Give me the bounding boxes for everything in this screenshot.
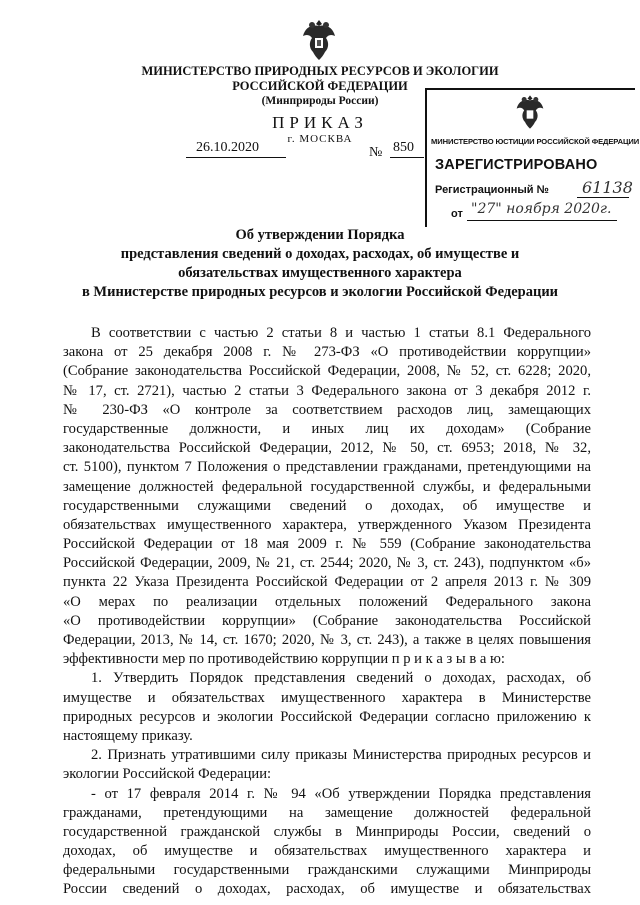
body-line: замещение должностей федеральной государственной службы, и федеральными <box>63 478 591 495</box>
document-body <box>63 324 591 900</box>
body-line: Федерации, 2013, № 14, ст. 1670; 2020, № 3, ст. 243), а также в целях повышения <box>63 632 591 648</box>
date-underline <box>186 157 286 158</box>
order-date: 26.10.2020 <box>196 140 259 155</box>
body-line: настоящему приказу. <box>63 727 193 744</box>
body-line: имуществе и обязательствах имущественного характера в Министерстве <box>63 689 591 706</box>
body-line: государственные должности, и иных лиц их доходам» (Собрание <box>63 420 591 437</box>
body-line: государственной гражданской службы в Минприроды России, сведений о <box>63 823 591 840</box>
stamp-status: ЗАРЕГИСТРИРОВАНО <box>435 157 598 173</box>
stamp-date-underline <box>467 220 617 221</box>
body-line: государственными служащими сведений о доходах, об имуществе и <box>63 497 591 514</box>
body-line: «О мерах по реализации отдельных положений Федерального закона <box>63 593 591 610</box>
body-line: Российской Федерации, 2009, № 21, ст. 2544; 2020, № 3, ст. 243), подпунктом «б» <box>63 555 591 572</box>
body-line: природных ресурсов и экологии Российской Федерации согласно приложению к <box>63 708 591 725</box>
ministry-name: МИНИСТЕРСТВО ПРИРОДНЫХ РЕСУРСОВ И ЭКОЛОГИИ <box>141 64 499 78</box>
body-line: В соответствии с частью 2 статьи 8 и частью 1 статьи 8.1 Федерального <box>91 325 591 341</box>
body-line: гражданами, претендующими на замещение должностей федеральной <box>63 804 591 821</box>
stamp-date-prefix: от <box>451 208 463 220</box>
body-line: «О противодействии коррупции» (Собрание законодательства Российской <box>63 612 591 629</box>
order-number: 850 <box>393 140 414 155</box>
coat-of-arms-icon <box>513 92 547 132</box>
title-line: Об утверждении Порядка <box>235 227 405 243</box>
stamp-reg-label: Регистрационный № <box>435 184 549 196</box>
body-line: законодательства Российской Федерации, 2012, № 50, ст. 6953; 2018, № 32, <box>63 440 591 457</box>
body-line: № 17, ст. 2721), частью 2 статьи 3 Федерального закона от 3 декабря 2012 г. <box>63 382 591 399</box>
title-line: в Министерстве природных ресурсов и экологии Российской Федерации <box>81 284 559 300</box>
body-line: 2. Признать утратившими силу приказы Министерства природных ресурсов и <box>91 747 591 764</box>
body-line: доходах, об имуществе и обязательствах имущественного характера и <box>63 843 591 860</box>
number-sign: № <box>369 145 383 160</box>
body-line: пункта 22 Указа Президента Российской Федерации от 2 апреля 2013 г. № 309 <box>63 574 591 591</box>
body-line: (Собрание законодательства Российской Федерации, 2008, № 52, ст. 6228; 2020, <box>63 363 591 380</box>
body-line: эффективности мер по противодействию коррупции п р и к а з ы в а ю: <box>63 651 505 668</box>
body-line: ст. 5100), пунктом 7 Положения о представлении гражданами, претендующими на <box>63 459 591 476</box>
body-line: 1. Утвердить Порядок представления сведений о доходах, расходах, об <box>91 670 591 687</box>
body-line: экологии Российской Федерации: <box>63 766 272 783</box>
body-line: № 230-ФЗ «О контроле за соответствием расходов лиц, замещающих <box>63 401 591 418</box>
number-underline <box>390 157 424 158</box>
body-line: России сведений о доходах, расходах, об имуществе и обязательствах <box>63 881 591 898</box>
city: г. МОСКВА <box>287 133 353 145</box>
ministry-short-name: (Минприроды России) <box>261 95 379 107</box>
body-line: обязательствах имущественного характера, утвержденного Указом Президента <box>63 516 591 533</box>
registration-stamp <box>425 88 640 227</box>
body-line: - от 17 февраля 2014 г. № 94 «Об утверждении Порядка представления <box>91 785 591 802</box>
body-line: закона от 25 декабря 2008 г. № 273-ФЗ «О противодействии коррупции» <box>63 344 591 361</box>
body-line: Российской Федерации от 18 мая 2009 г. № 559 (Собрание законодательства <box>63 536 591 553</box>
doc-type: ПРИКАЗ <box>272 113 368 132</box>
body-line: федеральными государственными гражданскими служащими Минприроды <box>63 862 591 879</box>
ministry-name-line2: РОССИЙСКОЙ ФЕДЕРАЦИИ <box>232 79 408 93</box>
coat-of-arms-icon <box>299 16 339 64</box>
stamp-reg-number: 61138 <box>582 178 633 197</box>
title-line: обязательствах имущественного характера <box>178 265 462 281</box>
stamp-reg-underline <box>577 197 629 198</box>
stamp-ministry: МИНИСТЕРСТВО ЮСТИЦИИ РОССИЙСКОЙ ФЕДЕРАЦИИ <box>431 137 640 146</box>
stamp-date: "27" ноября 2020г. <box>471 201 612 217</box>
title-line: представления сведений о доходах, расходах, об имуществе и <box>120 246 520 262</box>
